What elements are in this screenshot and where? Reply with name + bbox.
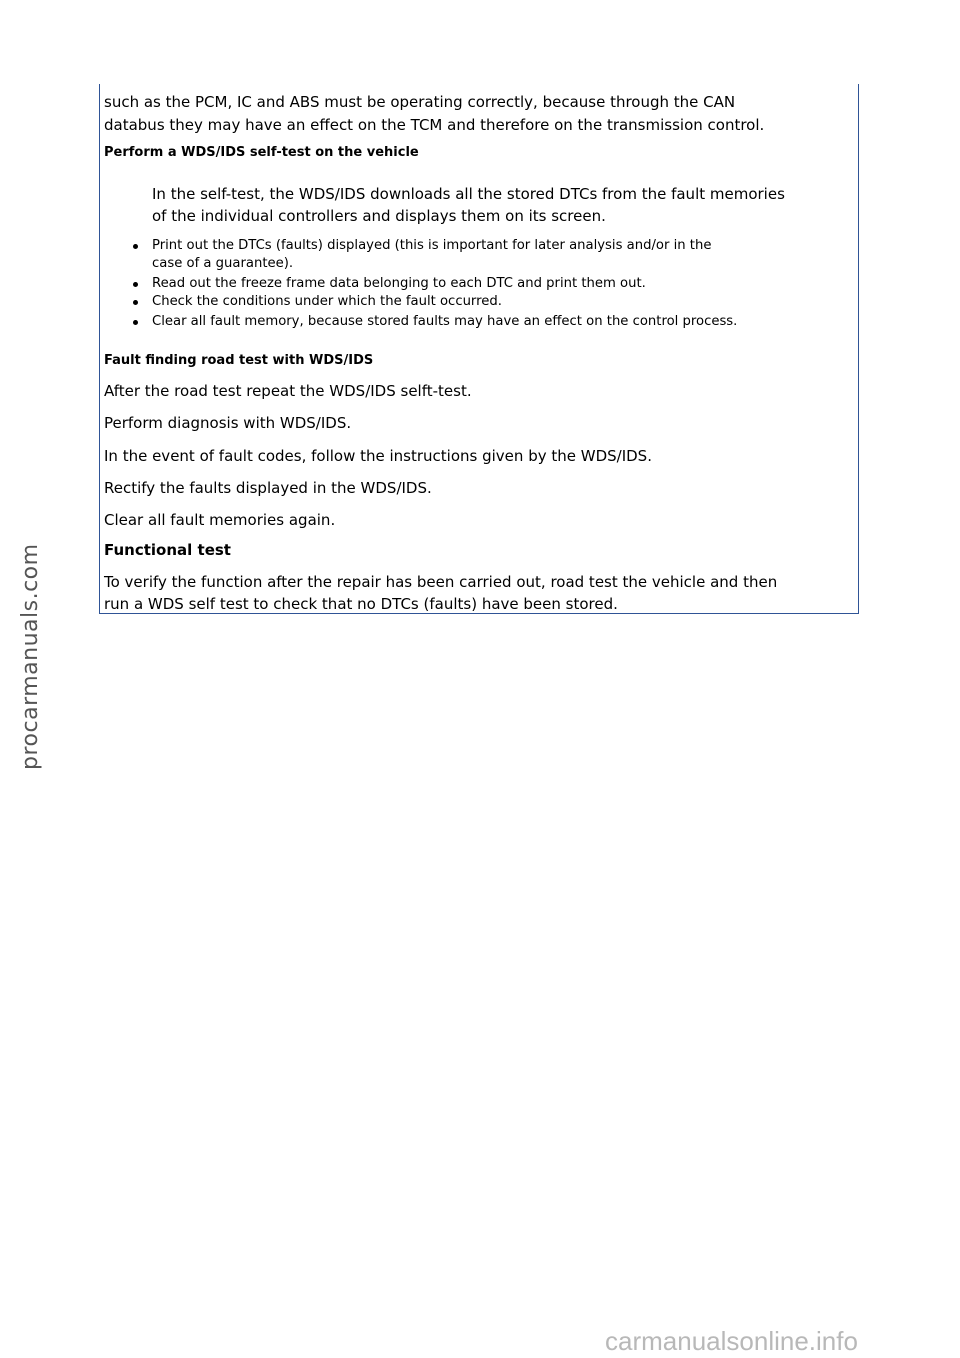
bullet-1-line-1: Print out the DTCs (faults) displayed (this is important for later analysis and/or in the	[152, 238, 712, 253]
functional-line-1: To verify the function after the repair has been carried out, road test the vehicle and then	[104, 573, 778, 591]
bullet-dot	[133, 320, 138, 325]
selftest-note-line-2: of the individual controllers and displays them on its screen.	[152, 207, 606, 225]
functional-heading: Functional test	[104, 541, 231, 559]
intro-line-1: such as the PCM, IC and ABS must be operating correctly, because through the CAN	[104, 93, 736, 111]
roadtest-paragraph-4: Rectify the faults displayed in the WDS/IDS.	[104, 479, 432, 497]
selftest-note-line-1: In the self-test, the WDS/IDS downloads all the stored DTCs from the fault memories	[152, 185, 785, 203]
bullet-2: Read out the freeze frame data belonging to each DTC and print them out.	[152, 276, 646, 291]
roadtest-paragraph-1: After the road test repeat the WDS/IDS selft-test.	[104, 382, 472, 400]
bullet-dot	[133, 300, 138, 305]
bullet-3: Check the conditions under which the fault occurred.	[152, 294, 502, 309]
content-frame	[99, 84, 859, 614]
intro-line-2: databus they may have an effect on the TCM and therefore on the transmission control.	[104, 116, 765, 134]
bullet-dot	[133, 282, 138, 287]
bullet-1-line-2: case of a guarantee).	[152, 256, 294, 271]
roadtest-paragraph-3: In the event of fault codes, follow the instructions given by the WDS/IDS.	[104, 447, 652, 465]
bullet-dot	[133, 244, 138, 249]
footer-watermark: carmanualsonline.info	[605, 1326, 858, 1356]
roadtest-heading: Fault finding road test with WDS/IDS	[104, 353, 374, 368]
roadtest-paragraph-5: Clear all fault memories again.	[104, 511, 336, 529]
bullet-4: Clear all fault memory, because stored faults may have an effect on the control process.	[152, 314, 738, 329]
roadtest-paragraph-2: Perform diagnosis with WDS/IDS.	[104, 414, 352, 432]
functional-line-2: run a WDS self test to check that no DTCs (faults) have been stored.	[104, 595, 618, 613]
selftest-heading: Perform a WDS/IDS self-test on the vehicle	[104, 145, 419, 160]
side-watermark: procarmanuals.com	[18, 543, 43, 770]
